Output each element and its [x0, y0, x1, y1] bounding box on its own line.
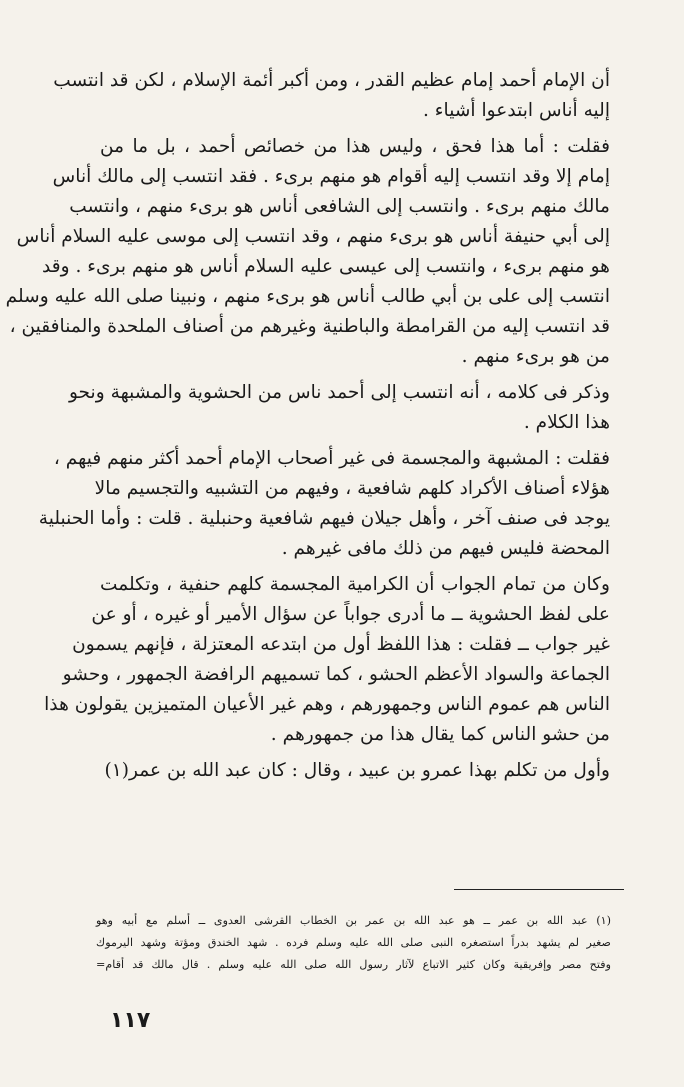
text-line: هؤلاء أصناف الأكراد كلهم شافعية ، وفيهم من التشبيه والتجسيم مالا — [94, 478, 610, 499]
text-line: وأول من تكلم بهذا عمرو بن عبيد ، وقال : كان عبد الله بن عمر(١) — [104, 760, 610, 781]
footnote-line: (١) عبد الله بن عمر ــ هو عبد الله بن عمر بن الخطاب القرشى العدوى ــ أسلم مع أبيه وهو — [96, 914, 611, 927]
text-line: فقلت : المشبهة والمجسمة فى غير أصحاب الإمام أحمد أكثر منهم فيهم ، — [53, 448, 610, 469]
text-line: هذا الكلام . — [523, 412, 610, 433]
text-line: فقلت : أما هذا فحق ، وليس هذا من خصائص أحمد ، بل ما من — [100, 136, 610, 157]
paragraph-6 — [100, 756, 610, 786]
text-line: غير جواب ــ فقلت : هذا اللفظ أول من ابتدعه المعتزلة ، فإنهم يسمون — [72, 634, 610, 655]
text-line: من هو برىء منهم . — [461, 346, 610, 367]
text-line: مالك منهم برىء . وانتسب إلى الشافعى أناس هو برىء منهم ، وانتسب — [69, 196, 610, 217]
text-line: قد انتسب إليه من القرامطة والباطنية وغيرهم من أصناف الملحدة والمنافقين ، — [9, 316, 610, 337]
text-line: أن الإمام أحمد إمام عظيم القدر ، ومن أكبر أئمة الإسلام ، لكن قد انتسب — [53, 70, 610, 91]
paragraph-5 — [44, 570, 610, 750]
text-line: انتسب إلى على بن أبي طالب أناس هو برىء منهم ، ونبينا صلى الله عليه وسلم — [5, 286, 610, 307]
text-line: وكان من تمام الجواب أن الكرامية المجسمة كلهم حنفية ، وتكلمت — [100, 574, 610, 595]
page-number: ١١٧ — [110, 1008, 151, 1033]
text-line: على لفظ الحشوية ــ ما أدرى جواباً عن سؤال الأمير أو غيره ، أو عن — [91, 604, 610, 625]
text-line: إمام إلا وقد انتسب إليه أقوام هو منهم برىء . فقد انتسب إلى مالك أناس — [52, 166, 610, 187]
text-line: من حشو الناس كما يقال هذا من جمهورهم . — [270, 724, 610, 745]
text-line: إليه أناس ابتدعوا أشياء . — [422, 100, 610, 121]
text-line: الناس هم عموم الناس وجمهورهم ، وهم غير الأعيان المتميزين يقولون هذا — [44, 694, 610, 715]
main-text — [5, 66, 610, 786]
text-line: الجماعة والسواد الأعظم الحشو ، كما تسميهم الرافضة الجمهور ، وحشو — [62, 664, 610, 685]
paragraph-4 — [38, 444, 610, 564]
paragraph-2 — [5, 132, 610, 372]
text-line: المحضة فليس فيهم من ذلك مافى غيرهم . — [281, 538, 610, 559]
paragraph-3 — [68, 378, 610, 438]
footnote-divider — [454, 889, 624, 890]
footnote-line: صغير لم يشهد بدراً استصغره النبى صلى الله عليه وسلم فرده . شهد الخندق ومؤتة وشهد اليرموك — [96, 936, 611, 949]
footnote-line: وفتح مصر وإفريقية وكان كثير الاتباع لآثار رسول الله صلى الله عليه وسلم . قال مالك قد أقام= — [96, 958, 611, 971]
text-line: هو منهم برىء ، وانتسب إلى عيسى عليه السلام أناس هو منهم برىء . وقد — [41, 256, 610, 277]
footnotes — [96, 910, 611, 976]
text-line: إلى أبي حنيفة أناس هو برىء منهم ، وقد انتسب إلى موسى عليه السلام أناس — [16, 226, 610, 247]
paragraph-1 — [53, 66, 610, 126]
text-line: وذكر فى كلامه ، أنه انتسب إلى أحمد ناس من الحشوية والمشبهة ونحو — [68, 382, 610, 403]
text-line: يوجد فى صنف آخر ، وأهل جيلان فيهم شافعية وحنبلية . قلت : وأما الحنبلية — [38, 508, 610, 529]
